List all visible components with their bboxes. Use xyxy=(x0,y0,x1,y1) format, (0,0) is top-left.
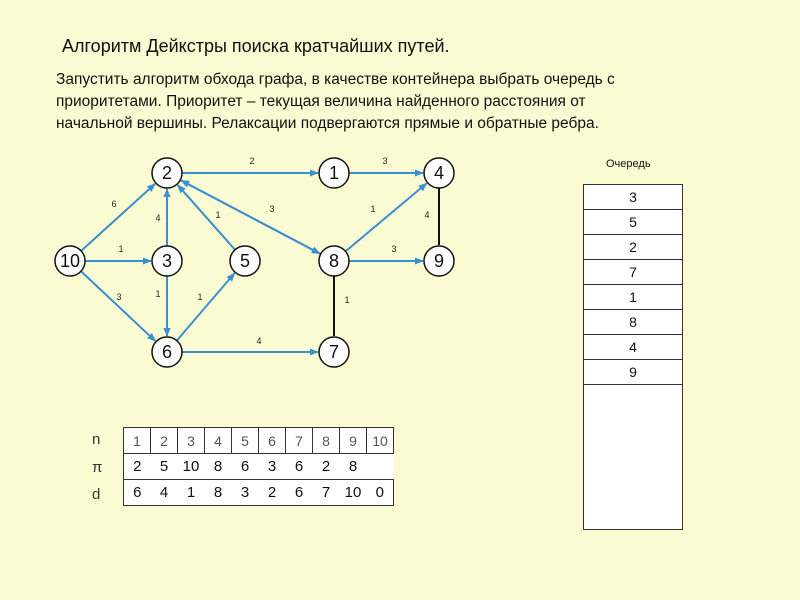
table-cell-pi: 5 xyxy=(151,454,178,480)
table-cell-n: 7 xyxy=(286,428,313,454)
table-cell-n: 10 xyxy=(367,428,394,454)
table-cell-d: 3 xyxy=(232,480,259,506)
table-cell-n: 2 xyxy=(151,428,178,454)
edge-weight-label: 1 xyxy=(215,210,221,220)
queue-item: 1 xyxy=(584,285,682,310)
queue-item: 2 xyxy=(584,235,682,260)
graph-edge xyxy=(345,183,426,251)
table-cell-n: 3 xyxy=(178,428,205,454)
table-cell-pi: 8 xyxy=(205,454,232,480)
table-cell-d: 6 xyxy=(124,480,151,506)
table-cell-pi: 6 xyxy=(232,454,259,480)
table-cell-d: 1 xyxy=(178,480,205,506)
graph-node xyxy=(424,246,454,276)
table-cell-n: 5 xyxy=(232,428,259,454)
table-cell-pi: 6 xyxy=(286,454,313,480)
graph-node xyxy=(55,246,85,276)
queue-item: 4 xyxy=(584,335,682,360)
graph-node xyxy=(424,158,454,188)
row-label-pi: π xyxy=(92,459,103,476)
edge-weight-label: 3 xyxy=(391,244,397,254)
queue-item: 7 xyxy=(584,260,682,285)
priority-queue xyxy=(583,184,683,530)
table-cell-pi: 2 xyxy=(124,454,151,480)
graph-edge xyxy=(81,271,155,341)
edge-weight-label: 6 xyxy=(111,199,117,209)
table-cell-n: 1 xyxy=(124,428,151,454)
table-cell-d: 7 xyxy=(313,480,340,506)
table-cell-pi: 10 xyxy=(178,454,205,480)
table-row-d xyxy=(124,480,394,506)
edge-weight-label: 3 xyxy=(382,156,388,166)
table-cell-d: 4 xyxy=(151,480,178,506)
node-label: 7 xyxy=(328,342,340,362)
table-cell-d: 2 xyxy=(259,480,286,506)
nodes-layer xyxy=(55,158,454,367)
queue-title: Очередь xyxy=(606,158,651,170)
row-label-n: n xyxy=(92,431,101,448)
table-cell-pi xyxy=(367,454,394,480)
queue-item: 9 xyxy=(584,360,682,385)
edge-weight-label: 1 xyxy=(155,289,161,299)
graph-node xyxy=(319,246,349,276)
table-cell-n: 4 xyxy=(205,428,232,454)
table-row-n xyxy=(124,428,394,454)
row-label-d: d xyxy=(92,486,101,503)
queue-item: 8 xyxy=(584,310,682,335)
graph-edge xyxy=(177,273,235,340)
table-cell-d: 8 xyxy=(205,480,232,506)
description-line: приоритетами. Приоритет – текущая величина найденного расстояния от xyxy=(56,93,586,110)
queue-item: 3 xyxy=(584,185,682,210)
edge-weight-label: 1 xyxy=(197,292,203,302)
node-label: 8 xyxy=(328,251,340,271)
graph-node xyxy=(152,246,182,276)
edge-weight-label: 2 xyxy=(249,156,255,166)
table-cell-n: 8 xyxy=(313,428,340,454)
node-label: 6 xyxy=(161,342,173,362)
table-cell-pi: 3 xyxy=(259,454,286,480)
edge-weight-label: 4 xyxy=(256,336,262,346)
edge-weight-label: 3 xyxy=(269,204,275,214)
description-line: Запустить алгоритм обхода графа, в качестве контейнера выбрать очередь с xyxy=(56,71,615,88)
edge-weight-label: 1 xyxy=(118,244,124,254)
graph-node xyxy=(230,246,260,276)
node-label: 9 xyxy=(433,251,445,271)
graph-node xyxy=(152,158,182,188)
distance-table xyxy=(123,427,394,506)
node-label: 5 xyxy=(239,251,251,271)
node-label: 3 xyxy=(161,251,173,271)
queue-item: 5 xyxy=(584,210,682,235)
description-line: начальной вершины. Релаксации подвергаются прямые и обратные ребра. xyxy=(56,115,599,132)
node-label: 1 xyxy=(328,163,340,183)
graph-node xyxy=(319,337,349,367)
node-label: 2 xyxy=(161,163,173,183)
graph-node xyxy=(152,337,182,367)
edge-weight-label: 4 xyxy=(155,213,161,223)
table-row-pi xyxy=(124,454,394,480)
table-cell-d: 6 xyxy=(286,480,313,506)
edge-weight-label: 1 xyxy=(370,204,376,214)
edge-weight-label: 4 xyxy=(424,210,430,220)
table-cell-n: 6 xyxy=(259,428,286,454)
slide-title: Алгоритм Дейкстры поиска кратчайших путей. xyxy=(62,36,450,56)
table-cell-n: 9 xyxy=(340,428,367,454)
edge-weight-label: 1 xyxy=(344,295,350,305)
edge-weight-label: 3 xyxy=(116,292,122,302)
graph-node xyxy=(319,158,349,188)
table-cell-d: 10 xyxy=(340,480,367,506)
table-cell-d: 0 xyxy=(367,480,394,506)
table-cell-pi: 8 xyxy=(340,454,367,480)
graph-edge xyxy=(181,180,321,254)
table-cell-pi: 2 xyxy=(313,454,340,480)
node-label: 4 xyxy=(433,163,445,183)
graph-edge xyxy=(81,184,155,251)
node-label: 10 xyxy=(59,251,81,271)
